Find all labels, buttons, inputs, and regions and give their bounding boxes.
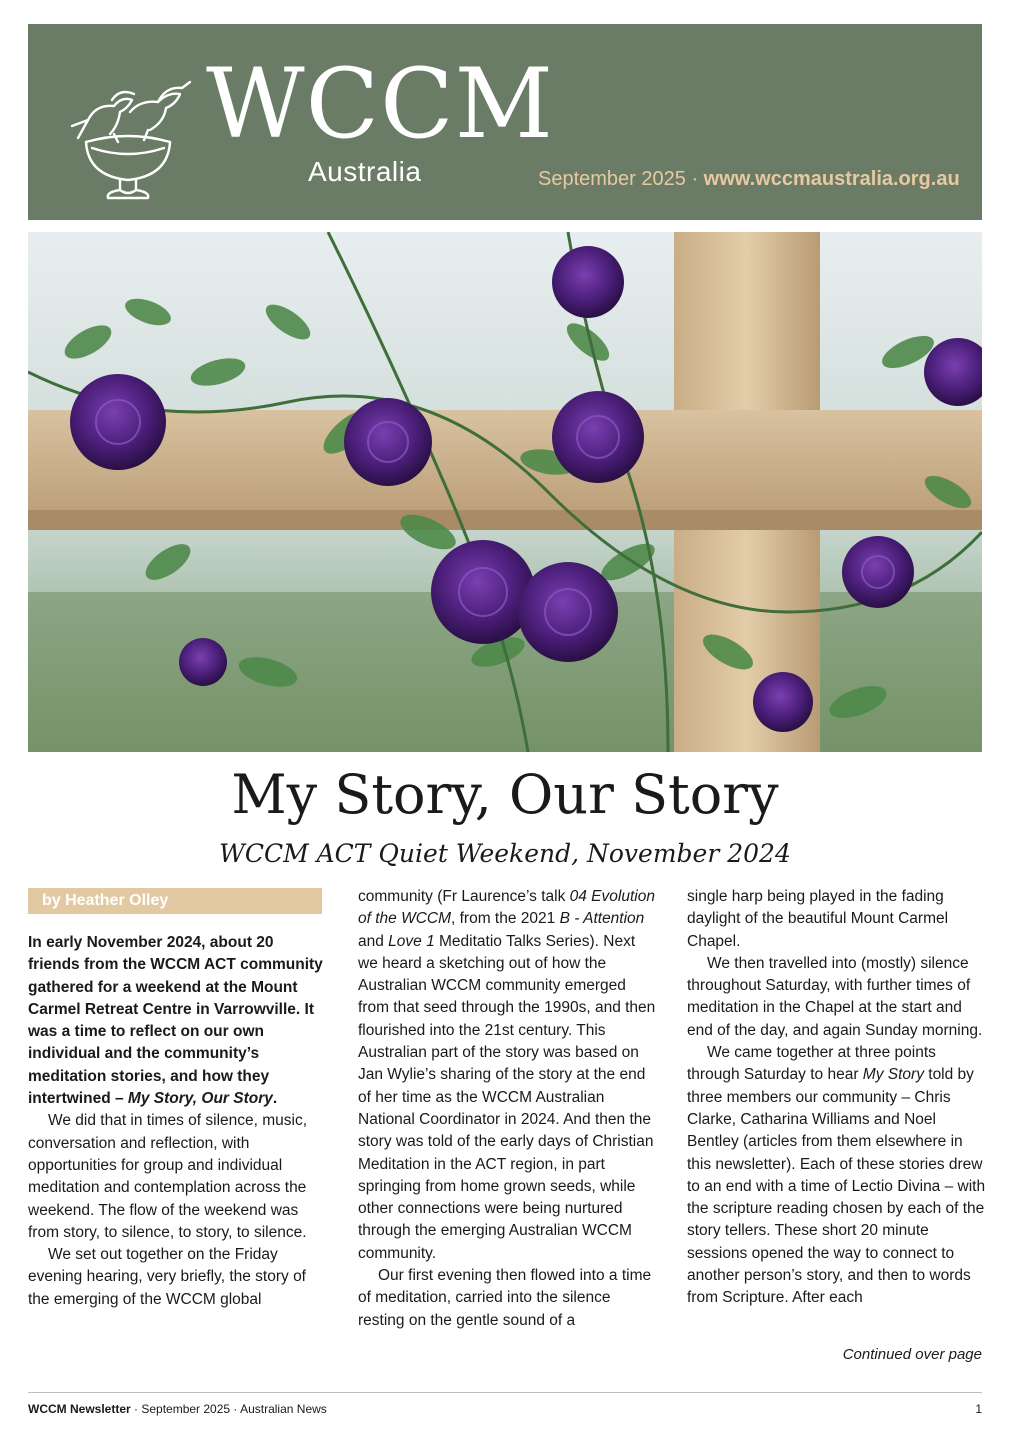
dove-bowl-icon — [58, 50, 198, 200]
text: Meditatio Talks Series). Next we heard a sketching out of how the Australian WCCM community emerged from that seed through the 1990s, and then flourished into the 21st century. This Australian part of the story was based on Jan Wylie’s sharing of the story at the end of her time as the WCCM Australian National Coordinator in 2024. And then the story was told of the early days of Christian Meditation in the ACT region, in part springing from home grown seeds, while other connections were being nurtured through the emerging Australian WCCM community. — [358, 932, 656, 1262]
text: , from the 2021 — [451, 910, 560, 928]
continued-note: Continued over page — [842, 1346, 982, 1363]
lead-end: . — [272, 1090, 278, 1108]
footer-details: · September 2025 · Australian News — [130, 1402, 327, 1416]
paragraph — [358, 886, 658, 1265]
hero-image — [28, 232, 982, 752]
paragraph: We then travelled into (mostly) silence throughout Saturday, with further times of meditation in the Chapel at the start and end of the day, and again Sunday morning. — [687, 954, 983, 1039]
masthead-banner — [28, 24, 982, 220]
series-title: B - Attention — [559, 910, 645, 928]
text: We came together at three points through Saturday to hear — [687, 1044, 936, 1084]
article-title: My Story, Our Story — [231, 763, 779, 826]
issue-date: September 2025 · — [538, 168, 704, 190]
lead-emphasis: My Story, Our Story — [127, 1090, 273, 1108]
talk-title: 04 Evolution of the WCCM — [358, 888, 655, 928]
byline-text: by Heather Olley — [42, 892, 169, 909]
paragraph: We set out together on the Friday evening hearing, very briefly, the story of the emerging of the WCCM global — [28, 1246, 306, 1308]
column-1 — [28, 932, 328, 1311]
lead-paragraph — [28, 932, 328, 1110]
paragraph: single harp being played in the fading daylight of the beautiful Mount Carmel Chapel. — [687, 888, 949, 950]
brand-subtitle: Australia — [308, 156, 422, 187]
paragraph — [687, 1042, 987, 1310]
series-title: Love 1 — [388, 932, 435, 950]
footer-text — [28, 1402, 327, 1416]
paragraph: Our first evening then flowed into a time of meditation, carried into the silence resting on the gentle sound of a — [358, 1267, 652, 1329]
issue-date-url — [538, 168, 960, 191]
paragraph: We did that in times of silence, music, conversation and reflection, with opportunities for group and individual meditation and contemplation across the weekend. The flow of the weekend was from story, to silence, to story, to silence. — [28, 1112, 308, 1241]
article-subtitle: WCCM ACT Quiet Weekend, November 2024 — [219, 839, 791, 868]
column-3 — [687, 886, 987, 1310]
text: and — [358, 932, 389, 950]
byline-bar — [28, 888, 322, 914]
emphasis: My Story — [862, 1066, 924, 1084]
roses-cross-illustration — [28, 232, 982, 752]
text: community (Fr Laurence’s talk — [358, 888, 570, 905]
footer-name: WCCM Newsletter — [28, 1402, 131, 1416]
website-link[interactable]: www.wccmaustralia.org.au — [703, 168, 960, 190]
footer-rule — [28, 1392, 982, 1393]
lead-text: In early November 2024, about 20 friends from the WCCM ACT community gathered for a weekend at the Mount Carmel Retreat Centre in Varrowville. It was a time to reflect on our own individual and the community’s meditation stories, and how they intertwined – — [28, 934, 323, 1108]
column-2 — [358, 886, 658, 1332]
page-number: 1 — [975, 1402, 982, 1416]
text: told by three members our community – Chris Clarke, Catharina Williams and Noel Bentley (articles from them elsewhere in this newsletter). Each of these stories drew to an end with a time of Lectio Divina – with the scripture reading chosen by each of the story tellers. These short 20 minute sessions opened the way to connect to another person’s story, and then to words from Scripture. After each — [687, 1066, 986, 1307]
brand-name: WCCM — [206, 48, 554, 160]
